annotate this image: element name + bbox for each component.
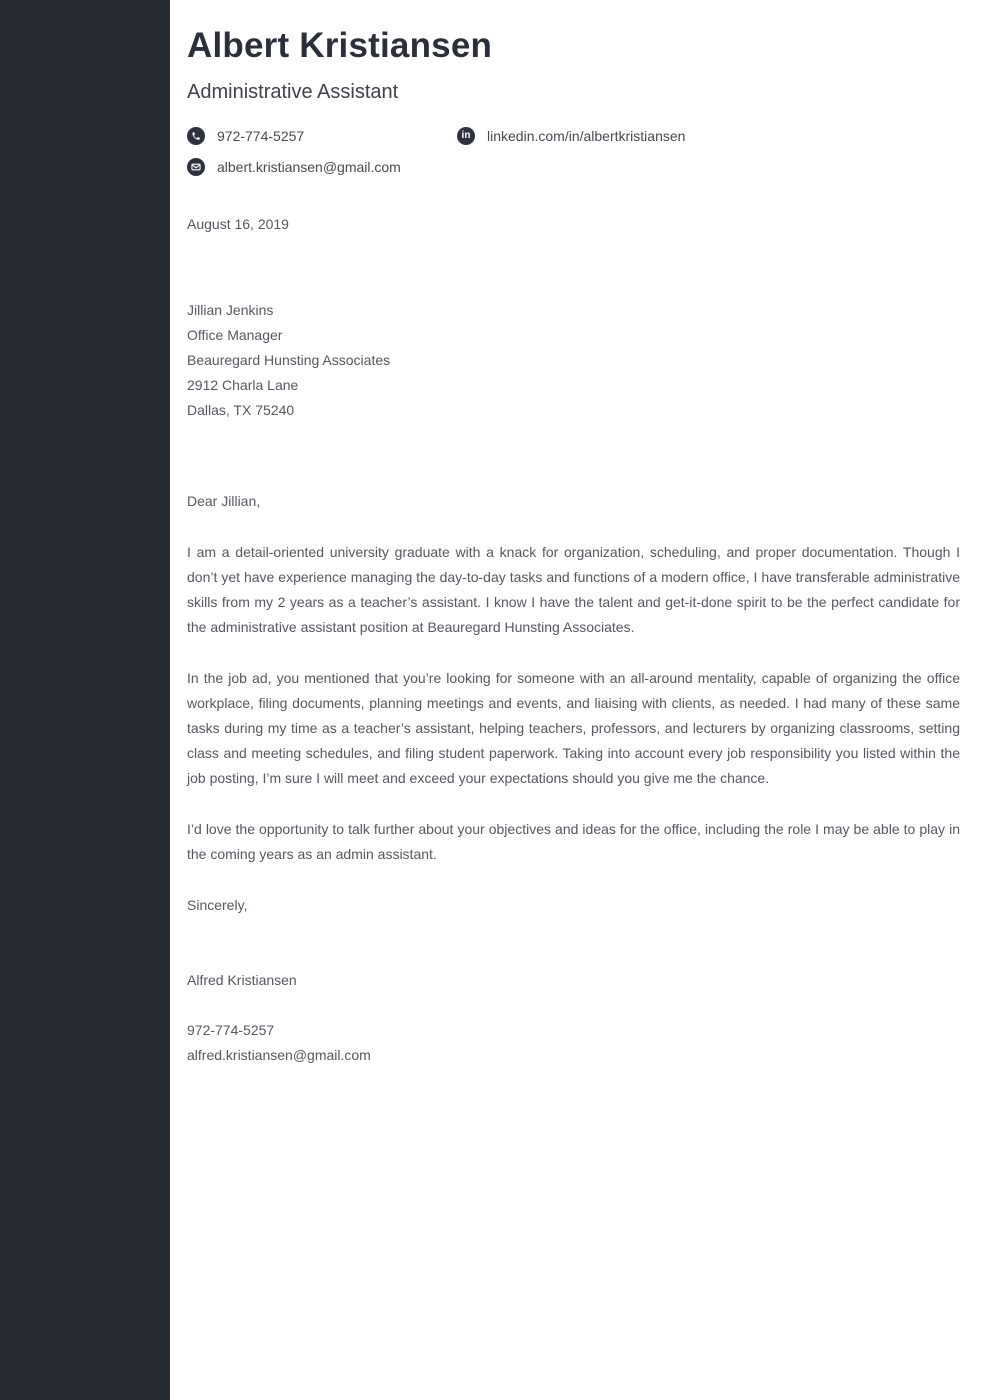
contact-phone-item (187, 127, 457, 145)
linkedin-url: linkedin.com/in/albertkristiansen (487, 128, 686, 145)
phone-icon (187, 127, 205, 145)
signature-phone: 972-774-5257 (187, 1022, 275, 1039)
body-paragraph-3: I’d love the opportunity to talk further about your objectives and ideas for the office, including the role I may be able to play in the coming years as an admin assistant. (187, 821, 960, 863)
contact-info (187, 127, 960, 176)
signature-contact (187, 1018, 960, 1068)
recipient-city: Dallas, TX 75240 (187, 402, 295, 419)
linkedin-icon: in (457, 127, 475, 145)
contact-linkedin-item (457, 127, 960, 145)
closing: Sincerely, (187, 897, 248, 914)
recipient-title: Office Manager (187, 327, 283, 344)
contact-email-item (187, 158, 457, 176)
letter-date: August 16, 2019 (187, 216, 289, 233)
recipient-street: 2912 Charla Lane (187, 377, 299, 394)
body-paragraph-2: In the job ad, you mentioned that you’re looking for someone with an all-around mentality, capable of organizing the office workplace, filing documents, planning meetings and events, and liaising with clients, as needed. I had many of these same tasks during my time as a teacher’s assistant, helping teachers, professors, and lecturers by organizing classrooms, setting class and meeting schedules, and filing student paperwork. Taking into account every job responsibility you listed within the job posting, I’m sure I will meet and exceed your expectations should you give me the chance. (187, 670, 960, 787)
recipient-company: Beauregard Hunsting Associates (187, 352, 391, 369)
applicant-name: Albert Kristiansen (187, 26, 493, 65)
recipient-name: Jillian Jenkins (187, 302, 274, 319)
recipient-block (187, 298, 960, 423)
email-address: albert.kristiansen@gmail.com (217, 159, 401, 176)
phone-number: 972-774-5257 (217, 128, 305, 145)
signature-name: Alfred Kristiansen (187, 972, 297, 989)
letter-content (170, 0, 990, 1400)
sidebar-panel (0, 0, 170, 1400)
body-paragraph-1: I am a detail-oriented university graduate with a knack for organization, scheduling, and proper documentation. Though I don’t yet have experience managing the day-to-day tasks and functions of a modern office, I have transferable administrative skills from my 2 years as a teacher’s assistant. I know I have the talent and get-it-done spirit to be the perfect candidate for the administrative assistant position at Beauregard Hunsting Associates. (187, 544, 960, 636)
job-title: Administrative Assistant (187, 81, 399, 104)
signature-email: alfred.kristiansen@gmail.com (187, 1047, 371, 1064)
email-icon (187, 158, 205, 176)
salutation: Dear Jillian, (187, 493, 261, 510)
